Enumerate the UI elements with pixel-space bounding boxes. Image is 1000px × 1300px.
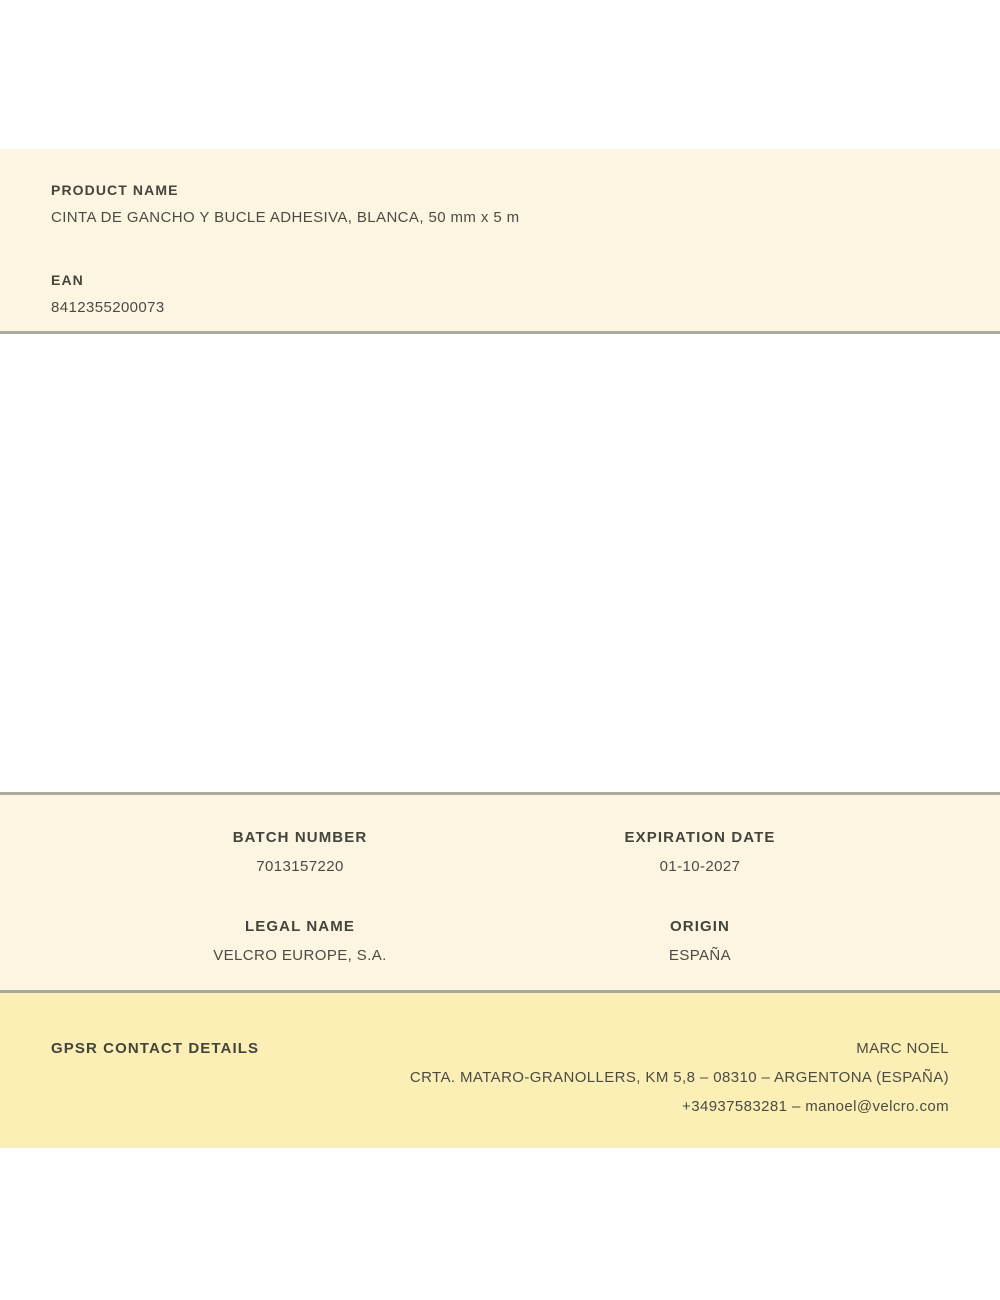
gpsr-contact-label: GPSR CONTACT DETAILS <box>51 1040 260 1057</box>
middle-whitespace <box>0 334 1000 792</box>
origin-label: ORIGIN <box>670 918 730 935</box>
batch-grid <box>100 823 900 970</box>
ean-label: EAN <box>51 272 84 288</box>
field-gap <box>51 232 949 266</box>
gpsr-contact-panel <box>0 993 1000 1148</box>
batch-number-label: BATCH NUMBER <box>232 829 368 846</box>
product-info-panel <box>0 149 1000 334</box>
gpsr-contact-address: CRTA. MATARO-GRANOLLERS, KM 5,8 – 08310 – ARGENTONA (ESPAÑA) <box>409 1069 949 1086</box>
ean-value: 8412355200073 <box>51 299 165 316</box>
expiration-date-value: 01-10-2027 <box>659 858 741 875</box>
batch-info-panel <box>0 792 1000 993</box>
batch-number-field <box>100 823 500 881</box>
expiration-date-field <box>500 823 900 881</box>
legal-name-field <box>100 912 500 970</box>
gpsr-contact-details <box>259 1034 949 1121</box>
origin-value: ESPAÑA <box>668 947 732 964</box>
top-whitespace <box>0 0 1000 149</box>
product-name-value: CINTA DE GANCHO Y BUCLE ADHESIVA, BLANCA, 50 mm x 5 m <box>51 209 520 226</box>
legal-name-value: VELCRO EUROPE, S.A. <box>213 947 387 964</box>
legal-name-label: LEGAL NAME <box>245 918 355 935</box>
product-name-label: PRODUCT NAME <box>51 182 179 198</box>
expiration-date-label: EXPIRATION DATE <box>624 829 776 846</box>
gpsr-contact-name: MARC NOEL <box>856 1040 949 1057</box>
batch-number-value: 7013157220 <box>256 858 344 875</box>
origin-field <box>500 912 900 970</box>
gpsr-contact-phone-email: +34937583281 – manoel@velcro.com <box>682 1098 949 1115</box>
